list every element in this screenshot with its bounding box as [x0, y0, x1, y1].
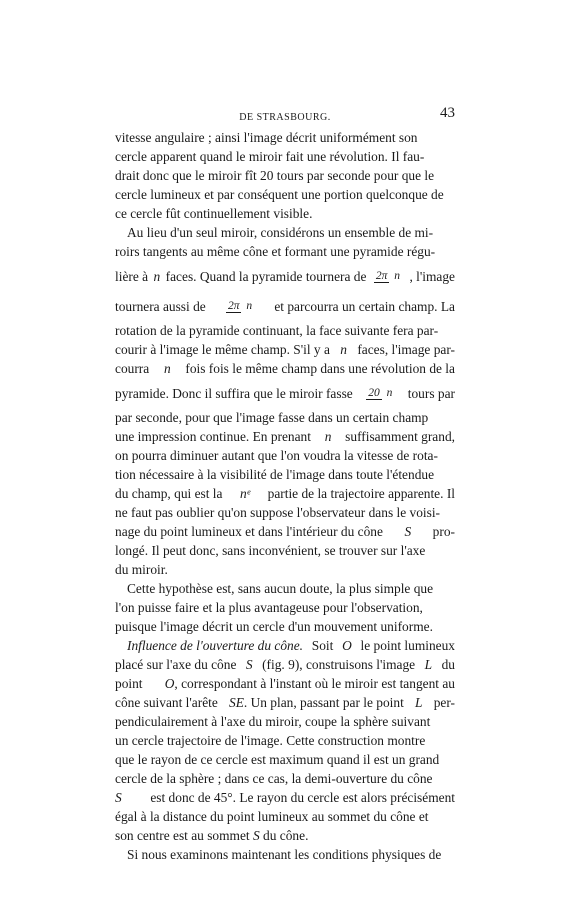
text-line	[115, 826, 455, 845]
line-text: partie de la trajectoire apparente. Il	[267, 486, 455, 501]
line-text: du miroir.	[115, 562, 168, 577]
line-text: suffisamment grand,	[345, 429, 455, 444]
text-line	[115, 378, 455, 408]
line-text: fois fois le même champ dans une révolution de la	[185, 361, 455, 376]
text-line	[115, 655, 455, 674]
running-head: DE STRASBOURG.	[239, 112, 331, 123]
line-text: un cercle trajectoire de l'image. Cette construction montre	[115, 733, 426, 748]
line-text: Au lieu d'un seul miroir, considérons un ensemble de mi-	[127, 225, 434, 240]
line-text: per-	[433, 695, 455, 710]
line-text: Soit	[311, 638, 334, 653]
line-text: . Un plan, passant par le point	[243, 695, 404, 710]
text-line	[115, 598, 455, 617]
line-text: ce cercle fût continuellement visible.	[115, 206, 313, 221]
math-s: S	[252, 828, 260, 843]
book-page	[115, 104, 455, 864]
text-line	[115, 427, 455, 446]
paragraph-3	[115, 579, 455, 636]
text-line	[115, 636, 455, 655]
text-line	[115, 321, 455, 340]
fraction-denominator: n	[386, 387, 393, 399]
line-text: , l'image	[409, 268, 455, 284]
paragraph-1	[115, 128, 455, 223]
section-title: Influence de l'ouverture du cône.	[127, 638, 304, 653]
math-n: n	[153, 268, 161, 284]
text-line	[115, 261, 455, 291]
line-text: nage du point lumineux et dans l'intérieur du cône	[115, 524, 383, 539]
line-text: et parcourra un certain champ. La	[274, 298, 455, 314]
line-text: du champ, qui est la	[115, 486, 223, 501]
line-text: ne faut pas oublier qu'on suppose l'observateur dans le voisi-	[115, 505, 441, 520]
text-line	[115, 731, 455, 750]
line-text: l'on puisse faire et la plus avantageuse pour l'observation,	[115, 600, 423, 615]
math-n: n	[163, 361, 171, 376]
math-n: n	[340, 342, 347, 357]
text-line	[115, 617, 455, 636]
text-line	[115, 845, 455, 864]
line-text: tournera aussi de	[115, 298, 206, 314]
text-line	[115, 522, 455, 541]
math-l: L	[415, 695, 423, 710]
text-line	[115, 359, 455, 378]
text-line	[115, 223, 455, 242]
line-text: longé. Il peut donc, sans inconvénient, se trouver sur l'axe	[115, 543, 426, 558]
fraction-twenty-over-n	[366, 387, 394, 399]
fraction-two-pi-over-n	[374, 270, 402, 282]
text-line	[115, 484, 455, 503]
text-line	[115, 185, 455, 204]
text-line	[115, 242, 455, 261]
paragraph-4	[115, 636, 455, 845]
line-text: faces, l'image par-	[357, 342, 455, 357]
text-line	[115, 807, 455, 826]
line-text: Si nous examinons maintenant les conditions physiques de	[127, 847, 442, 862]
fraction-denominator: n	[246, 300, 253, 312]
fraction-two-pi-over-n	[226, 300, 254, 312]
line-text: faces. Quand la pyramide tournera de	[165, 268, 367, 284]
line-text: tion nécessaire à la visibilité de l'image dans toute l'étendue	[115, 467, 435, 482]
line-text: vitesse angulaire ; ainsi l'image décrit uniformément son	[115, 130, 418, 145]
line-text: tours par	[407, 385, 455, 401]
line-text: pro-	[432, 524, 455, 539]
text-line	[115, 503, 455, 522]
line-text: du	[441, 657, 455, 672]
line-text: roirs tangents au même cône et formant une pyramide régu-	[115, 244, 436, 259]
line-text: drait donc que le miroir fît 20 tours par seconde pour que le	[115, 168, 435, 183]
text-line	[115, 693, 455, 712]
line-text: (fig. 9), construisons l'image	[262, 657, 416, 672]
text-line	[115, 128, 455, 147]
text-line	[115, 408, 455, 427]
line-text: cercle lumineux et par conséquent une portion quelconque de	[115, 187, 444, 202]
line-text: cercle apparent quand le miroir fait une révolution. Il fau-	[115, 149, 425, 164]
line-text: son centre est au sommet	[115, 828, 250, 843]
text-line	[115, 769, 455, 788]
math-n-th: nᵉ	[239, 486, 251, 501]
line-text: rotation de la pyramide continuant, la face suivante fera par-	[115, 323, 439, 338]
line-text: pendiculairement à l'axe du miroir, coupe la sphère suivant	[115, 714, 431, 729]
line-text: puisque l'image décrit un cercle d'un mouvement uniforme.	[115, 619, 433, 634]
math-se: SE	[229, 695, 244, 710]
text-line	[115, 465, 455, 484]
text-line	[115, 579, 455, 598]
line-text: pyramide. Donc il suffira que le miroir fasse	[115, 385, 353, 401]
line-text: lière à	[115, 268, 149, 284]
math-o: O	[164, 676, 175, 691]
text-line	[115, 147, 455, 166]
line-text: égal à la distance du point lumineux au sommet du cône et	[115, 809, 429, 824]
paragraph-2	[115, 223, 455, 579]
fraction-denominator: n	[394, 270, 401, 282]
text-line	[115, 291, 455, 321]
math-s: S	[115, 790, 122, 805]
text-line	[115, 560, 455, 579]
text-line	[115, 750, 455, 769]
line-text: Cette hypothèse est, sans aucun doute, la plus simple que	[127, 581, 434, 596]
text-line	[115, 674, 455, 693]
page-number: 43	[440, 105, 455, 121]
line-text: que le rayon de ce cercle est maximum quand il est un grand	[115, 752, 440, 767]
text-line	[115, 712, 455, 731]
line-text: cercle de la sphère ; dans ce cas, la demi-ouverture du cône	[115, 771, 433, 786]
math-o: O	[342, 638, 352, 653]
text-line	[115, 788, 455, 807]
line-text: est donc de 45°. Le rayon du cercle est alors précisément	[150, 790, 455, 805]
line-text: placé sur l'axe du cône	[115, 657, 237, 672]
line-text: une impression continue. En prenant	[115, 429, 311, 444]
math-n: n	[324, 429, 332, 444]
line-text: point	[115, 676, 143, 691]
math-l: L	[424, 657, 433, 672]
text-line	[115, 541, 455, 560]
page-header	[115, 104, 455, 126]
line-text: on pourra diminuer autant que l'on voudra la vitesse de rota-	[115, 448, 438, 463]
fraction-numerator: 2π	[375, 270, 388, 282]
line-text: le point lumineux	[360, 638, 455, 653]
line-text: courir à l'image le même champ. S'il y a	[115, 342, 330, 357]
text-line	[115, 204, 455, 223]
line-text: , correspondant à l'instant où le miroir est tangent au	[174, 676, 455, 691]
line-text: cône suivant l'arête	[115, 695, 218, 710]
math-s: S	[404, 524, 412, 539]
text-line	[115, 446, 455, 465]
text-line	[115, 166, 455, 185]
paragraph-5	[115, 845, 455, 864]
line-text: courra	[115, 361, 150, 376]
text-line	[115, 340, 455, 359]
math-s: S	[245, 657, 253, 672]
line-text: du cône.	[263, 828, 309, 843]
fraction-numerator: 20	[368, 387, 380, 399]
fraction-numerator: 2π	[227, 300, 240, 312]
line-text: par seconde, pour que l'image fasse dans un certain champ	[115, 410, 429, 425]
